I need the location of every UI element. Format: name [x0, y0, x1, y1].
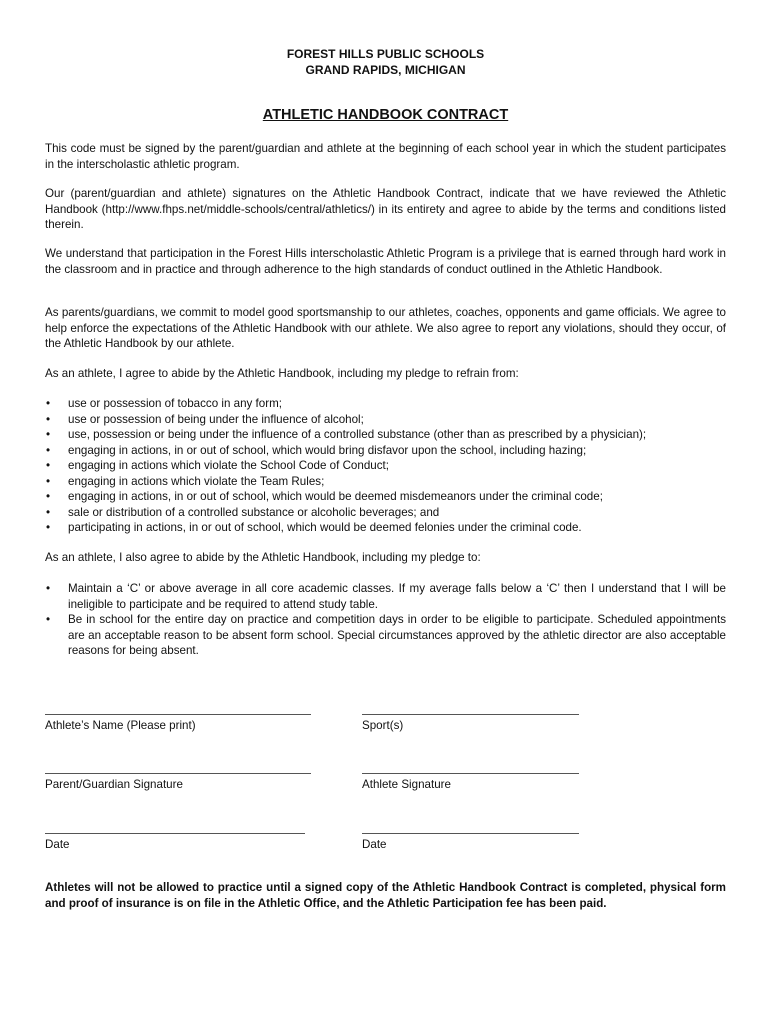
date-label-right: Date [362, 838, 387, 851]
parent-signature-field[interactable] [45, 773, 311, 792]
pledge-list [45, 581, 726, 659]
sports-field[interactable] [362, 714, 579, 733]
date-field-right[interactable] [362, 833, 579, 852]
refrain-intro: As an athlete, I agree to abide by the Athletic Handbook, including my pledge to refrain from: [45, 367, 519, 380]
bullet-icon: • [46, 474, 51, 488]
signature-line [362, 773, 579, 774]
list-item: • use or possession of being under the influence of alcohol; [46, 412, 364, 426]
list-item: • use, possession or being under the influence of a controlled substance (other than as prescribed by a physician); [46, 428, 647, 441]
school-name: FOREST HILLS PUBLIC SCHOOLS [286, 47, 485, 61]
bullet-icon: • [46, 582, 51, 595]
date-label-left: Date [45, 838, 70, 851]
athlete-signature-label: Athlete Signature [362, 778, 451, 791]
list-item: • engaging in actions, in or out of school, which would bring disfavor upon the school, including hazing; [46, 443, 587, 457]
sports-label: Sport(s) [362, 719, 404, 732]
pledge-intro: As an athlete, I also agree to abide by the Athletic Handbook, including my pledge to: [45, 551, 481, 564]
date-field-left[interactable] [45, 833, 305, 852]
intro-paragraph: This code must be signed by the parent/guardian and athlete at the beginning of each school year in which the student participates in the interscholastic athletic program. [45, 142, 726, 171]
bullet-icon: • [46, 505, 51, 519]
bullet-icon: • [46, 397, 51, 410]
footer-notice: Athletes will not be allowed to practice until a signed copy of the Athletic Handbook Contract is completed, physical form and proof of insurance is on file in the Athletic Office, and the Athletic Participation fee has been paid. [45, 881, 726, 910]
bullet-icon: • [46, 443, 51, 457]
bullet-icon: • [46, 613, 51, 626]
bullet-icon: • [46, 459, 51, 472]
list-item: • engaging in actions, in or out of school, which would be deemed misdemeanors under the criminal code; [46, 490, 603, 503]
school-location: GRAND RAPIDS, MICHIGAN [305, 63, 466, 77]
signature-line [362, 833, 579, 834]
signature-line [45, 714, 311, 715]
list-item: • engaging in actions which violate the Team Rules; [46, 474, 325, 488]
signature-line [362, 714, 579, 715]
parent-signature-label: Parent/Guardian Signature [45, 778, 183, 791]
bullet-icon: • [46, 428, 51, 441]
list-item: • sale or distribution of a controlled substance or alcoholic beverages; and [46, 505, 440, 519]
list-item: • Maintain a ‘C’ or above average in all core academic classes. If my average falls below a ‘C’ then I understand that I will be ineligible to participate and be required to attend study table. [46, 582, 726, 611]
list-item: • engaging in actions which violate the School Code of Conduct; [46, 459, 389, 472]
list-item: • Be in school for the entire day on practice and competition days in order to be eligible to participate. Scheduled appointments are an acceptable reason to be absent form school. Special circumstances approved by the athletic director are also acceptable reasons for being absent. [46, 613, 726, 657]
athlete-name-label: Athlete’s Name (Please print) [45, 719, 196, 732]
signature-line [45, 833, 305, 834]
athlete-signature-field[interactable] [362, 773, 579, 792]
signature-paragraph: Our (parent/guardian and athlete) signatures on the Athletic Handbook Contract, indicate that we have reviewed the Athletic Handbook (http://www.fhps.net/middle-schools/central/athletics/) in its entirety and agree to abide by the terms and conditions listed therein. [45, 187, 726, 231]
parents-paragraph: As parents/guardians, we commit to model good sportsmanship to our athletes, coaches, opponents and game officials. We agree to help enforce the expectations of the Athletic Handbook with our athlete. We also agree to report any violations, should they occur, of the Athletic Handbook by our athlete. [45, 306, 726, 350]
bullet-icon: • [46, 521, 51, 534]
athlete-name-field[interactable] [45, 714, 311, 733]
list-item: • use or possession of tobacco in any form; [46, 397, 282, 410]
list-item: • participating in actions, in or out of school, which would be deemed felonies under the criminal code. [46, 521, 582, 534]
document-title: ATHLETIC HANDBOOK CONTRACT [262, 107, 509, 123]
refrain-list [45, 396, 726, 536]
bullet-icon: • [46, 412, 51, 426]
signature-line [45, 773, 311, 774]
privilege-paragraph: We understand that participation in the Forest Hills interscholastic Athletic Program is a privilege that is earned through hard work in the classroom and in practice and through adherence to the high standards of conduct outlined in the Athletic Handbook. [45, 247, 726, 276]
bullet-icon: • [46, 490, 51, 503]
